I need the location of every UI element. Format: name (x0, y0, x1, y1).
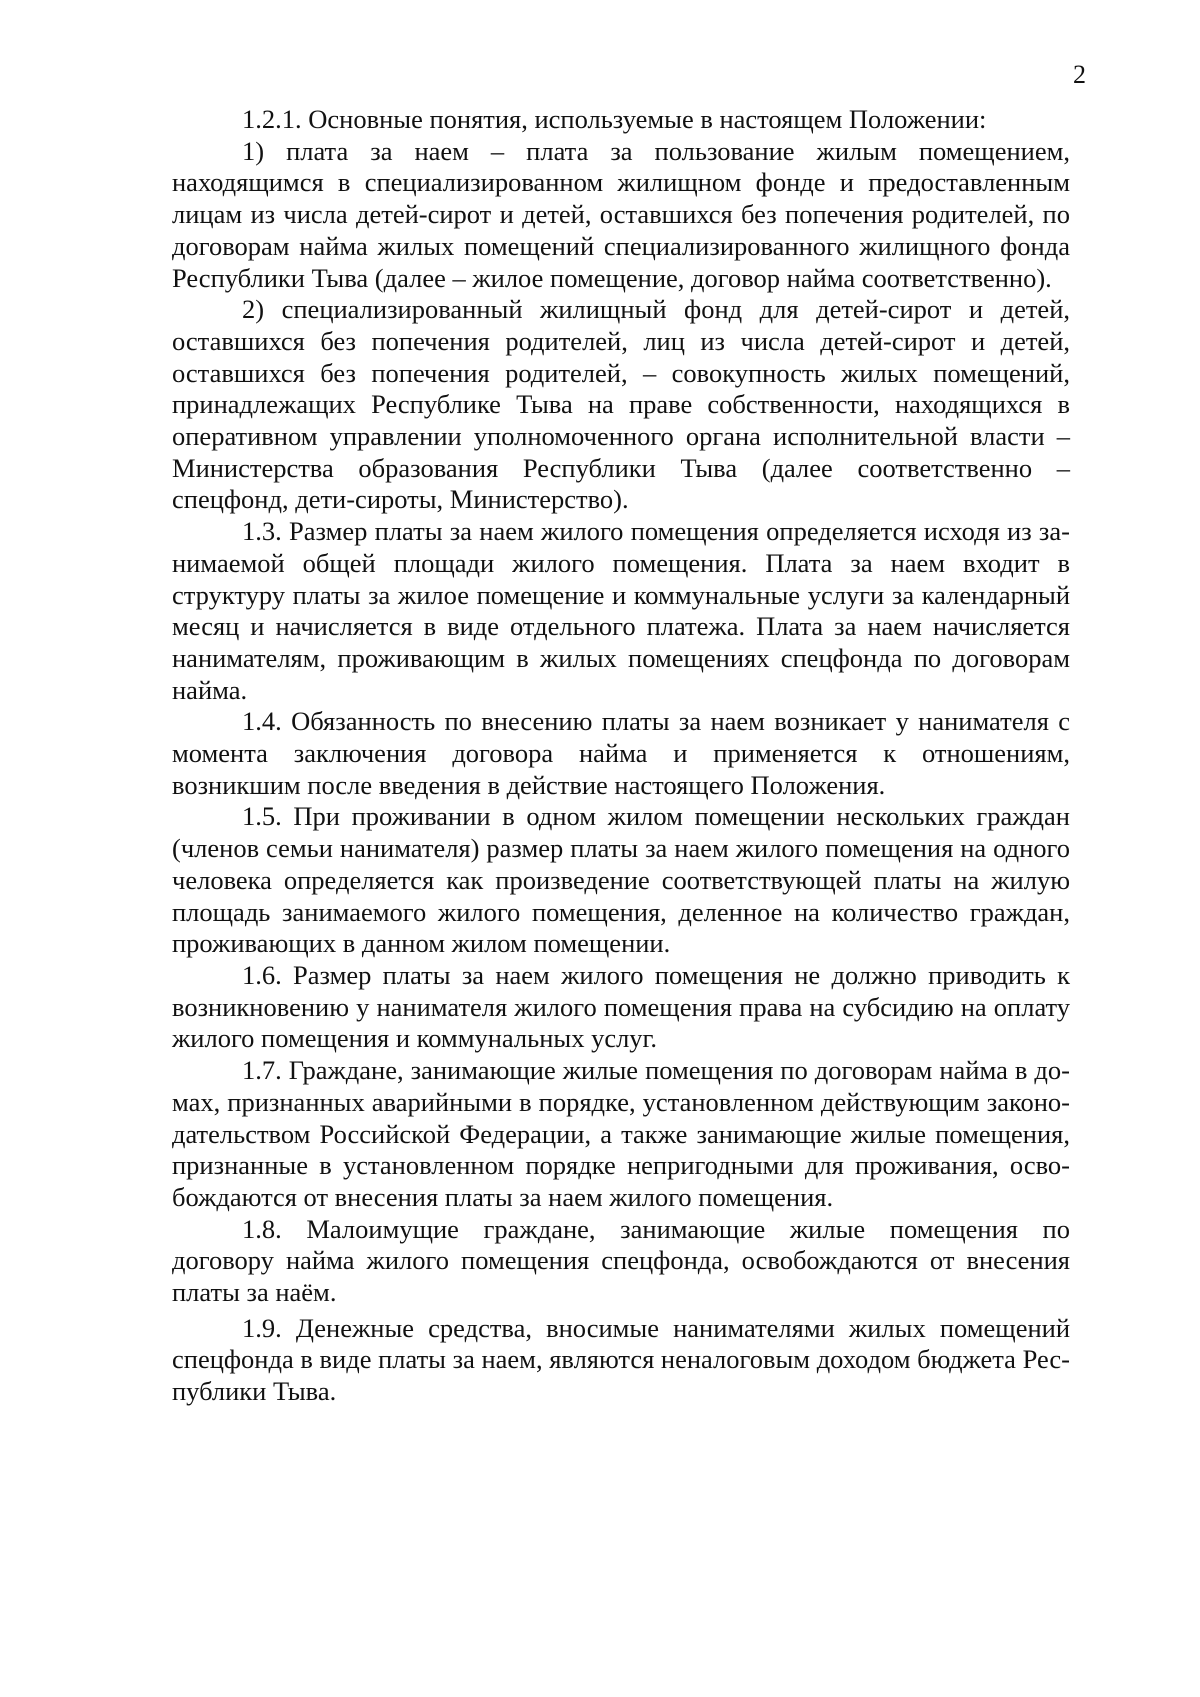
paragraph-1-6: 1.6. Размер платы за наем жилого помещения не должно приводить к возникновению у нанимателя жилого помещения права на субсидию на оплату жилого помещения и коммунальных услуг. (172, 959, 1070, 1054)
paragraph-1-7: 1.7. Граждане, занимающие жилые помещения по договорам найма в домах, признанных аварийными в порядке, установленном действующим законодательством Российской Федерации, а также занимающие жилые помещения, признанные в установленном порядке непригодными для проживания, освобождаются от внесения платы за наем жилого помещения. (172, 1055, 1070, 1212)
paragraph-1-8: 1.8. Малоимущие граждане, занимающие жилые помещения по договору найма жилого помещения спецфонда, освобождаются от внесения платы за наём. (172, 1213, 1070, 1308)
paragraph-definition-2: 2) специализированный жилищный фонд для детей-сирот и детей, оставшихся без попечения родителей, лиц из числа детей-сирот и детей, оставшихся без попечения родителей, – совокупность жилых помещений, принадлежащих Республике Тыва на праве собственности, находящихся в оперативном управлении уполномоченного органа исполнительной власти – Министерства образования Республики Тыва (далее соответственно – спецфонд, дети-сироты, Министерство). (172, 294, 1070, 515)
document-body (172, 104, 1070, 1408)
paragraph-1-3: 1.3. Размер платы за наем жилого помещения определяется исходя из занимаемой общей площади жилого помещения. Плата за наем входит в структуру платы за жилое помещение и коммунальные услуги за календарный месяц и начисляется в виде отдельного платежа. Плата за наем начисляется нанимателям, проживающим в жилых помещениях спецфонда по договорам найма. (172, 516, 1070, 705)
paragraph-definition-1: 1) плата за наем – плата за пользование жилым помещением, находящимся в специализированном жилищном фонде и предоставленным лицам из числа детей-сирот и детей, оставшихся без попечения родителей, по договорам найма жилых помещений специализированного жилищного фонда Республики Тыва (далее – жилое помещение, договор найма соответственно). (172, 135, 1070, 293)
paragraph-1-5: 1.5. При проживании в одном жилом помещении нескольких граждан (членов семьи нанимателя) размер платы за наем жилого помещения на одного человека определяется как произведение соответствующей платы на жилую площадь занимаемого жилого помещения, деленное на количество граждан, проживающих в данном жилом помещении. (172, 801, 1070, 959)
paragraph-1-9: 1.9. Денежные средства, вносимые нанимателями жилых помещений спецфонда в виде платы за наем, являются неналоговым доходом бюджета Республики Тыва. (172, 1312, 1070, 1407)
paragraph-1-2-1: 1.2.1. Основные понятия, используемые в настоящем Положении: (242, 104, 987, 134)
page-number: 2 (1073, 60, 1086, 89)
paragraph-1-4: 1.4. Обязанность по внесению платы за наем возникает у нанимателя с момента заключения договора найма и применяется к отношениям, возникшим после введения в действие настоящего Положения. (172, 706, 1070, 800)
